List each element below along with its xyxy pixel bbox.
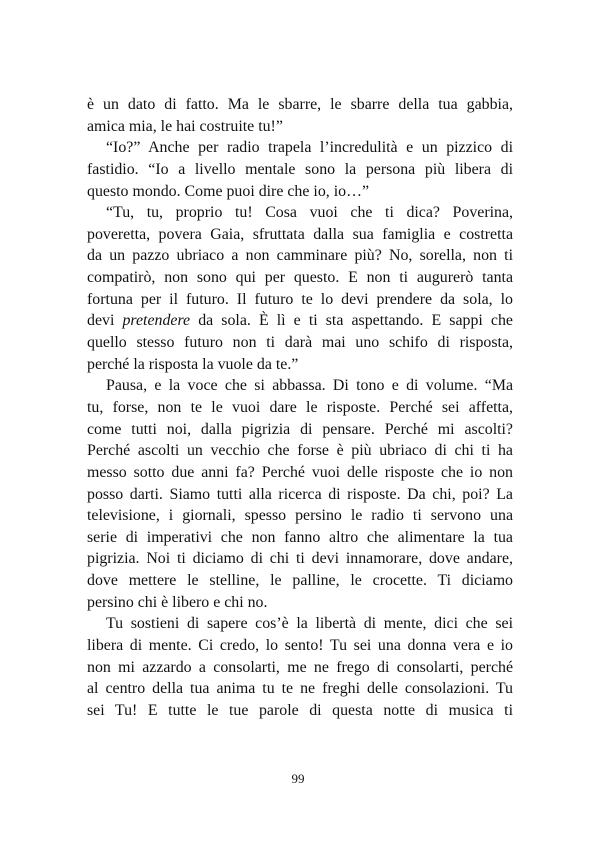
text-line: posso darti. Siamo tutti alla ricerca di risposte. Da chi, poi? La <box>87 485 513 503</box>
text-line: è un dato di fatto. Ma le sbarre, le sbarre della tua gabbia, <box>87 96 513 113</box>
text-line: quello stesso futuro non ti darà mai uno schifo di risposta, <box>87 334 513 352</box>
text-line: serie di imperativi che non fanno altro che alimentare la tua <box>87 528 513 546</box>
text-line: messo sotto due anni fa? Perché vuoi delle risposte che io non <box>87 463 513 481</box>
text-line: perché la risposta la vuole da te.” <box>87 355 299 373</box>
text-line: sei Tu! E tutte le tue parole di questa notte di musica ti <box>87 701 513 719</box>
text-line: Tu sostieni di sapere cos’è la libertà di mente, dici che sei <box>106 615 513 633</box>
text-line: amica mia, le hai costruite tu!” <box>87 117 283 135</box>
line-segment: da sola. È lì e ti sta aspettando. E sappi che <box>190 312 513 330</box>
text-line: Pausa, e la voce che si abbassa. Di tono e di volume. “Ma <box>106 377 513 395</box>
text-line: al centro della tua anima tu te ne freghi delle consolazioni. Tu <box>87 680 513 698</box>
text-line: “Io?” Anche per radio trapela l’incredulità e un pizzico di <box>106 139 513 157</box>
text-line: libera di mente. Ci credo, lo sento! Tu sei una donna vera e io <box>87 637 513 655</box>
text-line: come tutti noi, dalla pigrizia di pensare. Perché mi ascolti? <box>87 420 513 438</box>
text-line: tu, forse, non te le vuoi dare le risposte. Perché sei affetta, <box>87 398 513 416</box>
text-line: persino chi è libero e chi no. <box>87 593 268 611</box>
text-line: fastidio. “Io a livello mentale sono la persona più libera di <box>87 160 513 178</box>
text-line: fortuna per il futuro. Il futuro te lo devi prendere da sola, lo <box>87 290 513 308</box>
text-line: poveretta, povera Gaia, sfruttata dalla sua famiglia e costretta <box>87 225 513 243</box>
text-line: Perché ascolti un vecchio che forse è più ubriaco di chi ti ha <box>87 442 513 460</box>
page-body <box>87 94 513 722</box>
text-line: pigrizia. Noi ti diciamo di chi ti devi innamorare, dove andare, <box>87 550 513 568</box>
text-line: compatirò, non sono qui per questo. E non ti augurerò tanta <box>87 269 513 287</box>
page-number: 99 <box>291 771 305 786</box>
line-segment: devi <box>87 312 123 330</box>
text-line: da un pazzo ubriaco a non camminare più? No, sorella, non ti <box>87 247 513 265</box>
text-line <box>87 310 513 332</box>
text-line: non mi azzardo a consolarti, me ne frego di consolarti, perché <box>87 658 513 676</box>
text-line: questo mondo. Come puoi dire che io, io…” <box>87 182 370 200</box>
text-line: televisione, i giornali, spesso persino le radio ti servono una <box>87 507 513 525</box>
text-line: dove mettere le stelline, le palline, le crocette. Ti diciamo <box>87 572 513 590</box>
text-line: “Tu, tu, proprio tu! Cosa vuoi che ti dica? Poverina, <box>106 204 513 222</box>
italic-word: pretendere <box>122 312 191 330</box>
